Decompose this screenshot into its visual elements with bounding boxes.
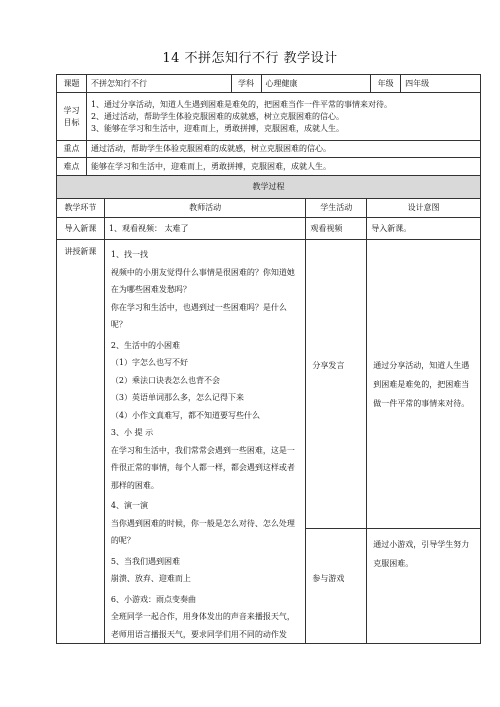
- intro-teacher: 1、观看视频： 太难了: [104, 218, 305, 240]
- teacher-line: （1）字怎么也写不好: [110, 358, 188, 367]
- teacher-line: （2）乘法口诀表怎么也背不会: [110, 375, 220, 385]
- teacher-line: （4）小作文真难写，都不知道要写些什么: [110, 410, 260, 420]
- process-table: [56, 175, 481, 644]
- teacher-line: 6、小游戏：雨点变奏曲: [110, 594, 196, 604]
- teacher-line: 2、生活中的小困难: [110, 340, 180, 350]
- teacher-line: 崩溃、放弃、迎难而上: [110, 574, 191, 583]
- teacher-line: 在学习和生活中，我们常常会遇到一些困难，这是一件很正常的事情，每个人都一样，都会遇到这样或者那样的困难。: [110, 445, 295, 490]
- teacher-line: 全班同学一起合作，用身体发出的声音来播报天气，老师用语言播报天气，要求同学们用不同的动作发: [110, 612, 295, 639]
- key-label: 重点: [57, 141, 87, 158]
- goals-label: 学习目标: [57, 93, 87, 141]
- subject-value: 心理健康: [261, 75, 371, 93]
- teacher-line: （3）英语单词那么多，怎么记得下来: [110, 393, 244, 402]
- grade-label: 年级: [371, 75, 401, 93]
- teacher-line: 3、小 提 示: [110, 428, 154, 437]
- intro-intent: 导入新课。: [367, 218, 481, 240]
- difficult-label: 难点: [57, 158, 87, 176]
- teacher-line: 5、当我们遇到困难: [110, 556, 180, 566]
- intro-stage: 导入新课: [57, 218, 105, 240]
- teacher-line: 当你遇到困难的时候，你一般是怎么对待、怎么处理的呢？: [110, 518, 295, 545]
- lecture-student-2: 参与游戏: [306, 529, 367, 644]
- goal-item: 1、通过分享活动，知道人生遇到困难是难免的，把困难当作一件平常的事情来对待。: [90, 99, 393, 109]
- lecture-intent-2: 通过小游戏，引导学生努力克服困难。: [367, 529, 481, 644]
- header-student: 学生活动: [306, 199, 367, 218]
- course-value: 不拼怎知行不行: [86, 75, 231, 93]
- header-intent: 设计意图: [367, 199, 481, 218]
- grade-value: 四年级: [401, 75, 481, 93]
- goal-item: 3、能够在学习和生活中，迎难而上，勇敢拼搏，克服困难，成就人生。: [90, 123, 345, 133]
- teacher-line: 你在学习和生活中，也遇到过一些困难吗？是什么呢？: [110, 302, 287, 329]
- lecture-teacher: [104, 240, 305, 644]
- process-title: 教学过程: [57, 176, 481, 199]
- course-label: 课题: [57, 75, 87, 93]
- goal-item: 2、通过活动，帮助学生体验克服困难的成就感，树立克服困难的信心。: [90, 111, 345, 121]
- lecture-student-1: 分享发言: [306, 240, 367, 529]
- teacher-line: 1、找一找: [110, 250, 148, 259]
- difficult-value: 能够在学习和生活中，迎难而上，勇敢拼搏，克服困难，成就人生。: [86, 158, 480, 176]
- teacher-line: 视频中的小朋友觉得什么事情是很困难的？你知道她在为哪些困难发愁吗？: [110, 267, 295, 294]
- goals-list: [86, 93, 480, 141]
- page-title: 14 不拼怎知行不行 教学设计: [162, 51, 338, 66]
- subject-label: 学科: [231, 75, 261, 93]
- teacher-line: 4、演一演: [110, 501, 148, 510]
- header-teacher: 教师活动: [104, 199, 305, 218]
- lecture-intent-1: 通过分享活动，知道人生遇到困难是难免的，把困难当做一件平常的事情来对待。: [367, 240, 481, 529]
- header-stage: 教学环节: [57, 199, 105, 218]
- info-table: [56, 74, 481, 176]
- key-value: 通过活动，帮助学生体验克服困难的成就感，树立克服困难的信心。: [86, 141, 480, 158]
- lecture-stage: 讲授新课: [57, 240, 105, 644]
- intro-student: 观看视频: [306, 218, 367, 240]
